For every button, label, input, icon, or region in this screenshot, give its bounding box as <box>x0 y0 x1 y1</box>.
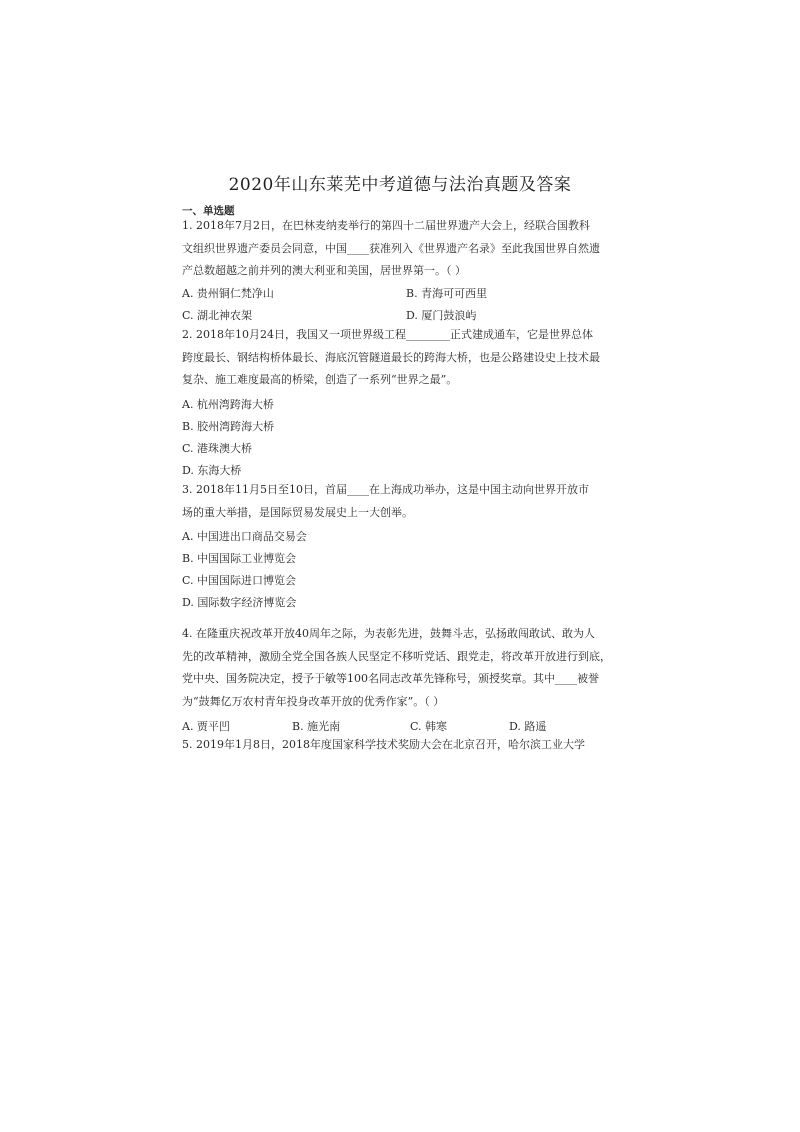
question-line: 跨度最长、钢结构桥体最长、海底沉管隧道最长的跨海大桥，也是公路建设史上技术最 <box>182 350 600 364</box>
question-line: 场的重大举措，是国际贸易发展史上一大创举。 <box>182 505 413 519</box>
option-2d: D. 东海大桥 <box>182 464 242 477</box>
option-2b: B. 胶州湾跨海大桥 <box>182 420 275 433</box>
option-4a: A. 贾平凹 <box>182 720 230 733</box>
question-line: 4. 在隆重庆祝改革开放40周年之际，为表彰先进，鼓舞斗志，弘扬敢闯敢试、敢为人 <box>182 627 595 640</box>
option-3c: C. 中国国际进口博览会 <box>182 574 297 587</box>
question-2 <box>182 324 622 392</box>
option-3a: A. 中国进出口商品交易会 <box>182 530 307 543</box>
question-3 <box>182 479 622 524</box>
question-line: 3. 2018年11月5日至10日，首届____在上海成功举办，这是中国主动向世界开放市 <box>182 483 589 496</box>
question-line: 2. 2018年10月24日，我国又一项世界级工程________正式建成通车，它是世界总体 <box>182 328 593 341</box>
option-3b: B. 中国国际工业博览会 <box>182 552 297 565</box>
option-1d: D. 厦门鼓浪屿 <box>406 309 477 322</box>
option-4d: D. 路遥 <box>509 720 547 733</box>
question-line: 5. 2019年1月8日，2018年度国家科学技术奖励大会在北京召开，哈尔滨工业大学 <box>182 738 585 751</box>
question-4 <box>182 623 622 713</box>
option-1c: C. 湖北神农架 <box>182 309 253 322</box>
option-4b: B. 施光南 <box>292 720 341 733</box>
question-line: 党中央、国务院决定，授予于敏等100名同志改革先锋称号，颁授奖章。其中____被誉 <box>182 672 599 685</box>
option-2a: A. 杭州湾跨海大桥 <box>182 398 274 411</box>
question-5 <box>182 734 622 757</box>
option-4c: C. 韩寒 <box>410 720 448 733</box>
document-title: 2020年山东莱芜中考道德与法治真题及答案 <box>228 175 572 195</box>
question-line: 先的改革精神，激励全党全国各族人民坚定不移听党话、跟党走，将改革开放进行到底， <box>182 649 611 663</box>
question-1 <box>182 215 622 283</box>
option-3d: D. 国际数字经济博览会 <box>182 596 297 609</box>
section-heading: 一、单选题 <box>182 205 235 217</box>
option-1b: B. 青海可可西里 <box>406 287 488 300</box>
question-line: 产总数超越之前并列的澳大利亚和美国，居世界第一。（ ） <box>182 264 466 277</box>
question-line: 1. 2018年7月2日，在巴林麦纳麦举行的第四十二届世界遗产大会上，经联合国教科 <box>182 219 590 232</box>
option-1a: A. 贵州铜仁梵净山 <box>182 287 274 300</box>
question-line: 为“鼓舞亿万农村青年投身改革开放的优秀作家”。（ ） <box>182 694 445 708</box>
option-2c: C. 港珠澳大桥 <box>182 442 253 455</box>
question-line: 复杂、施工难度最高的桥梁，创造了一系列“世界之最”。 <box>182 373 458 386</box>
question-line: 文组织世界遗产委员会同意，中国____获准列入《世界遗产名录》至此我国世界自然遗 <box>182 241 600 255</box>
